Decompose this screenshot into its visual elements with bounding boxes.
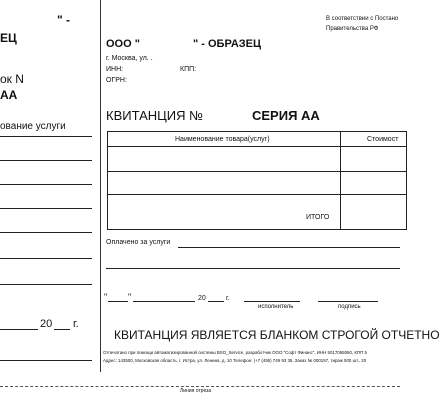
stub-date-g: г. [73,318,79,330]
stub-service-label: ование услуги [0,121,66,132]
cut-line-label: Линия отреза [180,388,212,394]
stub-line [0,208,92,209]
stub-line [0,184,92,185]
footer-title: КВИТАНЦИЯ ЯВЛЯЕТСЯ БЛАНКОМ СТРОГОЙ ОТЧЕТНО [114,328,440,342]
executor-line [244,301,300,302]
stub-date-year: 20 [40,318,53,330]
stub-date-line [0,329,38,330]
inn-label: ИНН: [106,66,124,73]
stub-separator [100,0,101,372]
regulation-note-2: Правительства РФ [326,26,379,32]
stub-line [0,232,92,233]
total-label: ИТОГО [306,214,330,221]
column-header-cost: Стоимост [367,136,399,143]
stub-quote-fragment: " - [57,13,71,27]
date-quote-close: " [128,292,132,302]
executor-caption: исполнитель [258,304,294,310]
stub-line [0,284,92,285]
stub-line [0,136,92,137]
org-prefix: ООО " [106,38,140,50]
services-table [107,131,407,230]
column-header-name: Наименование товара(услуг) [175,136,270,143]
cut-line [0,386,400,387]
stub-series: АА [0,88,18,102]
date-year-line [208,301,224,302]
stub-doc-number-label: ок N [0,72,24,86]
receipt-series: СЕРИЯ АА [252,108,320,123]
stub-title-fragment: ЕЦ [0,31,17,45]
stub-line [0,160,92,161]
regulation-note: В соответствии с Постано [326,16,399,22]
ogrn-label: ОГРН: [106,77,127,84]
kpp-label: КПП: [180,66,197,73]
signature-caption: подпись [338,304,361,310]
receipt-title: КВИТАНЦИЯ № [106,108,204,123]
date-g: г. [226,295,230,302]
paid-for-label: Оплачено за услуги [106,239,171,246]
date-year: 20 [198,295,206,302]
signature-line [318,301,378,302]
paid-for-line [178,247,400,248]
footer-fine-print-2: Адрес: 143500, Московская область, г. Истра, ул. Ленина, д. 10 Телефон: (+7 (495) 749 93 35. Заказ № 000157, тираж 500 шт., 20 [103,358,367,363]
org-address: г. Москва, ул. . [106,55,153,62]
org-suffix: " - ОБРАЗЕЦ [193,38,262,50]
date-quote: " [104,292,108,302]
footer-fine-print: Отпечатано при помощи автоматизированной системы BSO_Service, разработчик ООО "Софт Финанс", ИНН 5017055060, КПП 5 [103,350,367,355]
paid-for-line-2 [106,268,400,269]
date-day-line [108,301,128,302]
stub-date-line [54,329,70,330]
date-month-line [133,301,195,302]
stub-signature-line [0,360,92,361]
stub-line [0,258,92,259]
